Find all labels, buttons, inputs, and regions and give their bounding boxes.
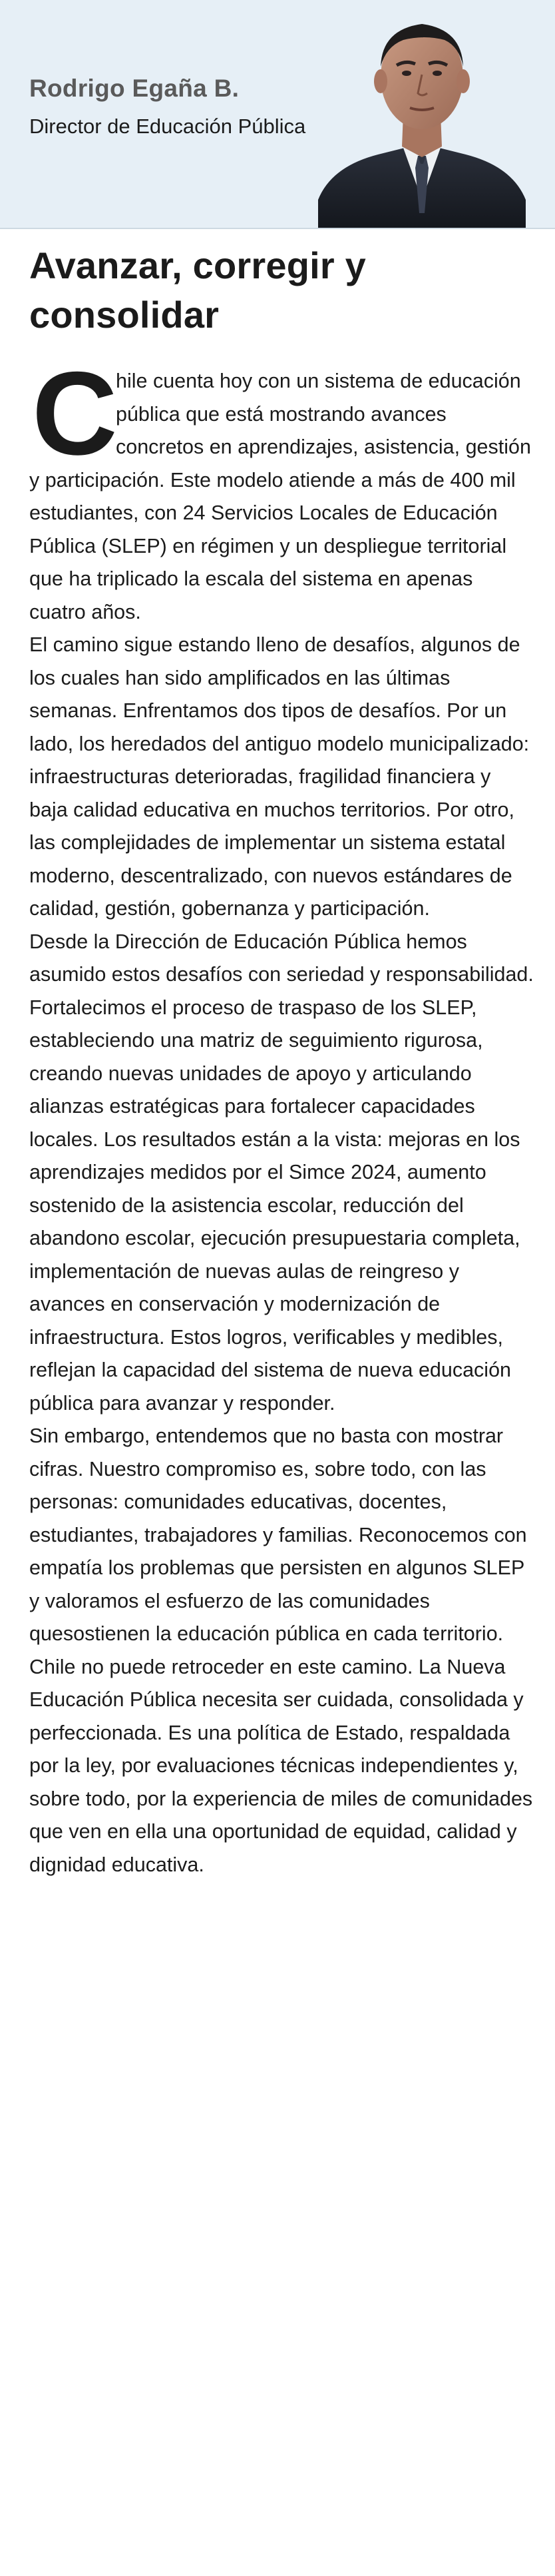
author-portrait <box>318 0 526 228</box>
svg-text:C: C <box>32 347 118 480</box>
author-header <box>0 0 555 229</box>
author-name: Rodrigo Egaña B. <box>29 75 240 102</box>
paragraph-3: Desde la Dirección de Educación Pública hemos asumido estos desafíos con seriedad y responsabilidad. Fortalecimos el proceso de traspaso de los SLEP, estableciendo una matriz de seguimiento rigurosa, creando nuevas unidades de apoyo y articulando alianzas estratégicas para fortalecer capacidades locales. Los resultados están a la vista: mejoras en los aprendizajes medidos por el Simce 2024, aumento sostenido de la asistencia escolar, reducción del abandono escolar, ejecución presupuestaria completa, implementación de nuevas aulas de reingreso y avances en conservación y modernización de infraestructura. Estos logros, verificables y medibles, reflejan la capacidad del sistema de nueva educación pública para avanzar y responder. <box>29 930 534 1415</box>
author-role: Director de Educación Pública <box>29 115 306 138</box>
paragraph-5: Chile no puede retroceder en este camino. La Nueva Educación Pública necesita ser cuidada, consolidada y perfeccionada. Es una política de Estado, respaldada por la ley, por evaluaciones técnicas independientes y, sobre todo, por la experiencia de miles de comunidades que ven en ella una oportunidad de equidad, calidad y dignidad educativa. <box>29 1655 533 1876</box>
article-body <box>29 347 534 1881</box>
article-headline: Avanzar, corregir y consolidar <box>29 244 366 336</box>
dropcap-letter <box>29 347 118 480</box>
paragraph-2: El camino sigue estando lleno de desafíos, algunos de los cuales han sido amplificados en las últimas semanas. Enfrentamos dos tipos de desafíos. Por un lado, los heredados del antiguo modelo municipalizado: infraestructuras deterioradas, fragilidad financiera y baja calidad educativa en muchos territorios. Por otro, las complejidades de implementar un sistema estatal moderno, descentralizado, con nuevos estándares de calidad, gestión, gobernanza y participación. <box>29 633 530 920</box>
paragraph-1: hile cuenta hoy con un sistema de educación pública que está mostrando avances concretos en aprendizajes, asistencia, gestión y participación. Este modelo atiende a más de 400 mil estudiantes, con 24 Servicios Locales de Educación Pública (SLEP) en régimen y un despliegue territorial que ha triplicado la escala del sistema en apenas cuatro años. <box>29 370 531 623</box>
paragraph-4: Sin embargo, entendemos que no basta con mostrar cifras. Nuestro compromiso es, sobre todo, con las personas: comunidades educativas, docentes, estudiantes, trabajadores y familias. Reconocemos con empatía los problemas que persisten en algunos SLEP y valoramos el esfuerzo de las comunidades quesostienen la educación pública en cada territorio. <box>29 1425 527 1645</box>
